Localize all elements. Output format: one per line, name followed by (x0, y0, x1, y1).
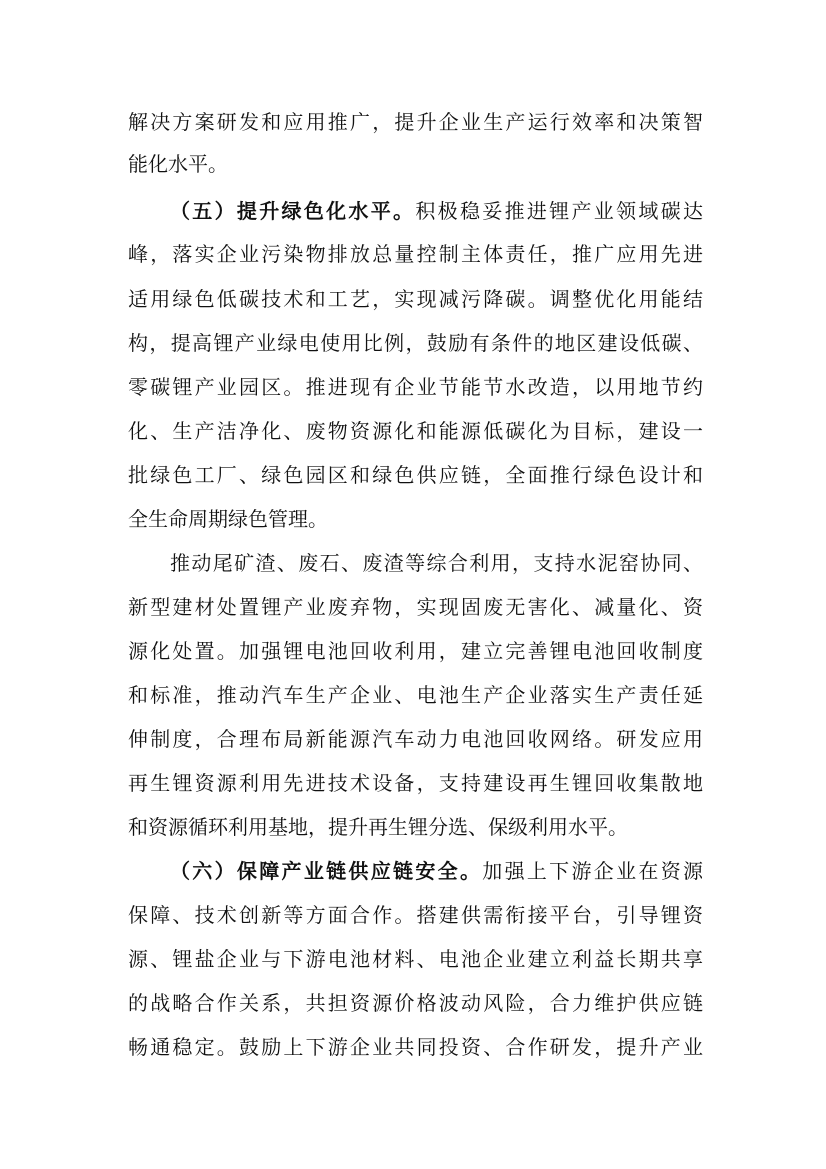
section-5-paragraph-start (170, 191, 703, 231)
text-line: 适用绿色低碳技术和工艺，实现减污降碳。调整优化用能结 (128, 287, 703, 311)
text-line: 批绿色工厂、绿色园区和绿色供应链，全面推行绿色设计和 (128, 463, 703, 487)
text-line: 伸制度，合理布局新能源汽车动力电池回收网络。研发应用 (128, 727, 703, 751)
text-line: 能化水平。 (128, 152, 228, 176)
text-line: 解决方案研发和应用推广，提升企业生产运行效率和决策智 (128, 110, 703, 134)
text-line: 积极稳妥推进锂产业领域碳达 (415, 199, 704, 223)
text-line: 构，提高锂产业绿电使用比例，鼓励有条件的地区建设低碳、 (128, 331, 703, 355)
text-line: 峰，落实企业污染物排放总量控制主体责任，推广应用先进 (128, 242, 703, 266)
text-line: 再生锂资源利用先进技术设备，支持建设再生锂回收集散地 (128, 771, 703, 795)
text-line: 和标准，推动汽车生产企业、电池生产企业落实生产责任延 (128, 683, 703, 707)
text-line: 和资源循环利用基地，提升再生锂分选、保级利用水平。 (128, 815, 628, 839)
section-5-heading: （五）提升绿色化水平。 (170, 199, 416, 223)
text-line: 加强上下游企业在资源 (482, 859, 704, 883)
text-line: 新型建材处置锂产业废弃物，实现固废无害化、减量化、资 (128, 595, 703, 619)
text-line: 的战略合作关系，共担资源价格波动风险，合力维护供应链 (128, 991, 703, 1015)
section-6-paragraph-start (170, 851, 703, 891)
text-line: 推动尾矿渣、废石、废渣等综合利用，支持水泥窑协同、 (170, 551, 703, 575)
text-line: 化、生产洁净化、废物资源化和能源低碳化为目标，建设一 (128, 419, 703, 443)
text-line: 源化处置。加强锂电池回收利用，建立完善锂电池回收制度 (128, 639, 703, 663)
text-line: 零碳锂产业园区。推进现有企业节能节水改造，以用地节约 (128, 375, 703, 399)
section-6-heading: （六）保障产业链供应链安全。 (170, 859, 483, 883)
text-line: 全生命周期绿色管理。 (128, 507, 328, 531)
text-line: 保障、技术创新等方面合作。搭建供需衔接平台，引导锂资 (128, 903, 703, 927)
text-line: 源、锂盐企业与下游电池材料、电池企业建立利益长期共享 (128, 947, 703, 971)
text-line: 畅通稳定。鼓励上下游企业共同投资、合作研发，提升产业 (128, 1035, 703, 1059)
